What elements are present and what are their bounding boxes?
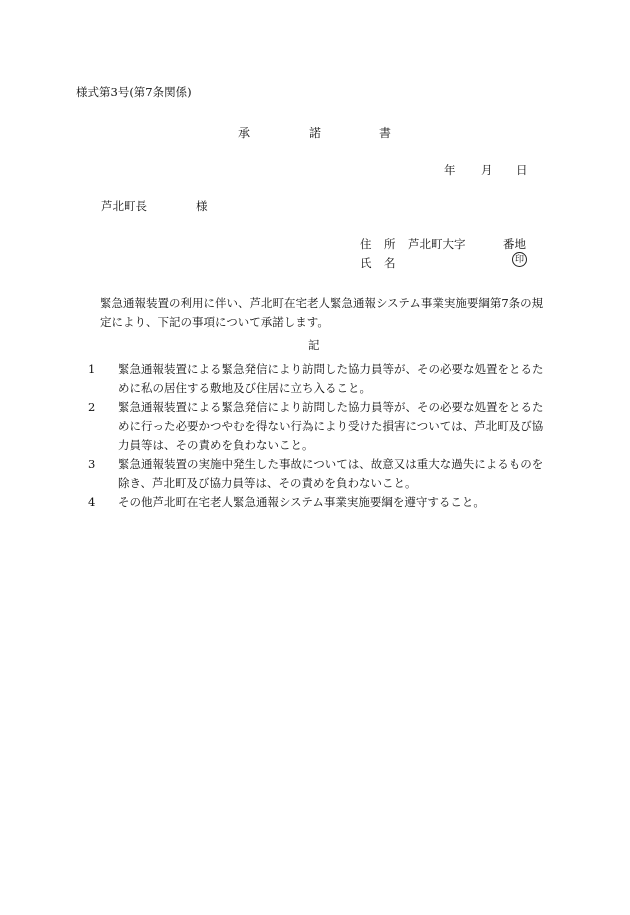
consent-body-text	[88, 294, 553, 332]
item-text: 緊急通報装置による緊急発信により訪問した協力員等が、その必要な処置をとるために行った必要かつやむを得ない行為により受けた損害については、芦北町及び協力員等は、その責めを負わないこと。	[118, 400, 544, 452]
date-day: 日	[516, 163, 528, 177]
addressee-honorific: 様	[196, 199, 208, 213]
address-label-1: 住	[360, 237, 372, 251]
list-item	[88, 493, 553, 512]
ki-heading: 記	[308, 338, 320, 352]
seal-stamp-mark: 印	[512, 252, 527, 267]
name-label-2: 名	[384, 256, 396, 270]
item-text: 緊急通報装置による緊急発信により訪問した協力員等が、その必要な処置をとるために私の居住する敷地及び住居に立ち入ること。	[118, 362, 544, 395]
consent-items-list	[88, 360, 553, 512]
item-number: 2	[88, 400, 96, 414]
addressee-name: 芦北町長	[101, 199, 147, 213]
date-year: 年	[444, 163, 456, 177]
form-number-label: 様式第3号(第7条関係)	[76, 85, 192, 99]
item-number: 4	[88, 495, 96, 509]
list-item	[88, 455, 553, 493]
item-number: 3	[88, 457, 96, 471]
address-value: 芦北町大字	[408, 237, 466, 251]
item-text: その他芦北町在宅老人緊急通報システム事業実施要綱を遵守すること。	[118, 495, 485, 509]
list-item	[88, 360, 553, 398]
date-month: 月	[481, 163, 493, 177]
consent-paragraph: 緊急通報装置の利用に伴い、芦北町在宅老人緊急通報システム事業実施要綱第7条の規定により、下記の事項について承諾します。	[100, 296, 544, 329]
list-item	[88, 398, 553, 455]
item-text: 緊急通報装置の実施中発生した事故については、故意又は重大な過失によるものを除き、芦北町及び協力員等は、その責めを負わないこと。	[118, 457, 544, 490]
title-char-3: 書	[379, 126, 392, 140]
item-number: 1	[88, 362, 96, 376]
address-banchi: 番地	[503, 237, 526, 251]
title-char-1: 承	[238, 126, 251, 140]
title-char-2: 諾	[309, 126, 322, 140]
name-label-1: 氏	[360, 256, 372, 270]
address-label-2: 所	[384, 237, 396, 251]
